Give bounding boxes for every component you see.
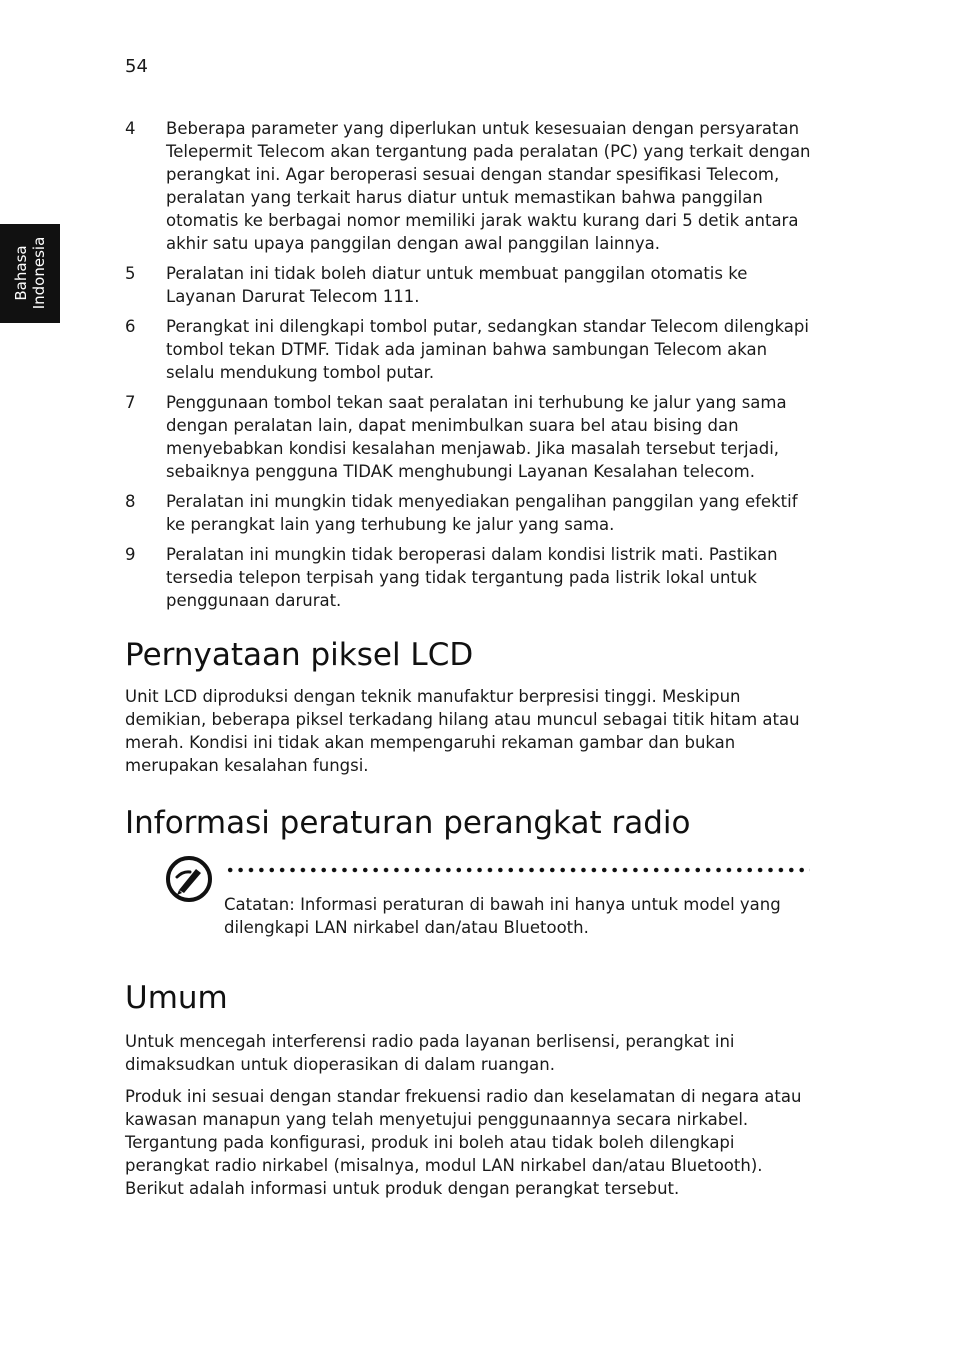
list-item xyxy=(125,262,815,308)
note-dotted-rule xyxy=(225,867,810,873)
umum-paragraph-1: Untuk mencegah interferensi radio pada layanan berlisensi, perangkat ini dimaksudkan untuk dioperasikan di dalam ruangan. xyxy=(125,1032,735,1074)
list-item xyxy=(125,543,815,612)
list-item-text: Peralatan ini mungkin tidak beroperasi dalam kondisi listrik mati. Pastikan tersedia telepon terpisah yang tidak tergantung pada listrik lokal untuk penggunaan darurat. xyxy=(166,545,778,610)
list-item-number: 9 xyxy=(125,545,136,564)
note-body: : Informasi peraturan di bawah ini hanya untuk model yang dilengkapi LAN nirkabel dan/atau Bluetooth. xyxy=(224,895,781,937)
list-item-text: Peralatan ini tidak boleh diatur untuk membuat panggilan otomatis ke Layanan Darurat Telecom 111. xyxy=(166,264,748,306)
list-item-text: Beberapa parameter yang diperlukan untuk kesesuaian dengan persyaratan Telepermit Telecom akan tergantung pada peralatan (PC) yang terkait dengan perangkat ini. Agar beroperasi sesuai dengan standar spesifikasi Telecom, peralatan yang terkait harus diatur untuk memastikan bahwa panggilan otomatis ke berbagai nomor memiliki jarak waktu kurang dari 5 detik antara akhir satu upaya panggilan dengan awal panggilan lainnya. xyxy=(166,119,811,253)
list-item-text: Perangkat ini dilengkapi tombol putar, sedangkan standar Telecom dilengkapi tombol tekan DTMF. Tidak ada jaminan bahwa sambungan Telecom akan selalu mendukung tombol putar. xyxy=(166,317,809,382)
numbered-list xyxy=(125,117,815,612)
radio-heading: Informasi peraturan perangkat radio xyxy=(125,805,691,841)
list-item xyxy=(125,315,815,384)
umum-paragraph-2: Produk ini sesuai dengan standar frekuensi radio dan keselamatan di negara atau kawasan manapun yang telah menyetujui penggunaannya secara nirkabel. Tergantung pada konfigurasi, produk ini boleh atau tidak boleh dilengkapi perangkat radio nirkabel (misalnya, modul LAN nirkabel dan/atau Bluetooth). Berikut adalah informasi untuk produk dengan perangkat tersebut. xyxy=(125,1087,802,1198)
note-label: Catatan xyxy=(224,895,290,914)
list-item-number: 4 xyxy=(125,119,136,138)
list-item-number: 8 xyxy=(125,492,136,511)
list-item xyxy=(125,117,815,255)
list-item-number: 5 xyxy=(125,264,136,283)
lcd-heading: Pernyataan piksel LCD xyxy=(125,637,474,673)
list-item-text: Peralatan ini mungkin tidak menyediakan pengalihan panggilan yang efektif ke perangkat lain yang terhubung ke jalur yang sama. xyxy=(166,492,798,534)
note-text xyxy=(224,893,804,939)
list-item xyxy=(125,391,815,483)
list-item-number: 6 xyxy=(125,317,136,336)
note-pen-icon xyxy=(165,855,213,903)
umum-heading: Umum xyxy=(125,980,228,1016)
list-item-text: Penggunaan tombol tekan saat peralatan ini terhubung ke jalur yang sama dengan peralatan lain, dapat menimbulkan suara bel atau bising dan menyebabkan kondisi kesalahan menjawab. Jika masalah tersebut terjadi, sebaiknya pengguna TIDAK menghubungi Layanan Kesalahan telecom. xyxy=(166,393,787,481)
page-content xyxy=(125,117,815,1209)
side-tab-line-2: Indonesia xyxy=(30,236,48,310)
lcd-paragraph: Unit LCD diproduksi dengan teknik manufaktur berpresisi tinggi. Meskipun demikian, beberapa piksel terkadang hilang atau muncul sebagai titik hitam atau merah. Kondisi ini tidak akan mempengaruhi rekaman gambar dan bukan merupakan kesalahan fungsi. xyxy=(125,687,800,775)
note-box xyxy=(125,855,815,955)
side-tab-label xyxy=(12,224,48,323)
list-item xyxy=(125,490,815,536)
side-tab-line-1: Bahasa xyxy=(12,245,30,301)
list-item-number: 7 xyxy=(125,393,136,412)
page-number: 54 xyxy=(125,56,148,77)
language-side-tab xyxy=(0,224,60,323)
